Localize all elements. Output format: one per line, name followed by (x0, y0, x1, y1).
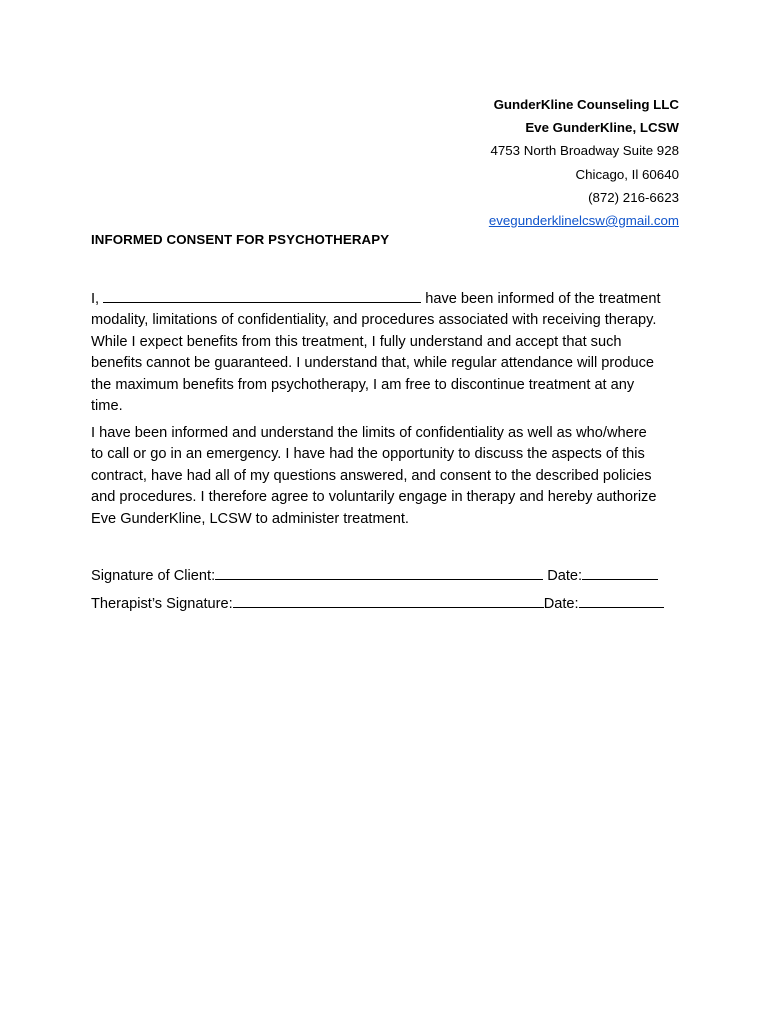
email-link[interactable]: evegunderklinelcsw@gmail.com (488, 213, 679, 229)
client-signature-blank[interactable] (215, 565, 543, 580)
therapist-signature-label: Therapist’s Signature: (91, 596, 233, 612)
paragraph-line: to call or go in an emergency. I have had the opportunity to discuss the aspects of this (91, 446, 645, 463)
paragraph-line: the maximum benefits from psychotherapy, I am free to discontinue treatment at any (91, 376, 635, 393)
therapist-signature-blank[interactable] (233, 593, 544, 608)
practice-name: GunderKline Counseling LLC (493, 97, 679, 112)
therapist-signature-row (91, 593, 664, 612)
paragraph-line: I have been informed and understand the limits of confidentiality as well as who/where (91, 425, 647, 441)
client-signature-row (91, 565, 658, 584)
paragraph-line: modality, limitations of confidentiality, and procedures associated with receiving therapy. (91, 312, 657, 329)
paragraph-line: benefits cannot be guaranteed. I understand that, while regular attendance will produce (91, 355, 655, 372)
address-line-2: Chicago, Il 60640 (575, 166, 679, 182)
consent-paragraph-2 (91, 423, 686, 530)
letterhead (489, 93, 679, 232)
paragraph-line: contract, have had all of my questions answered, and consent to the described policies (91, 467, 652, 484)
client-date-blank[interactable] (582, 565, 658, 580)
address-line-1: 4753 North Broadway Suite 928 (490, 143, 679, 159)
paragraph-line: Eve GunderKline, LCSW to administer treatment. (91, 510, 409, 527)
phone-number: (872) 216-6623 (588, 189, 679, 205)
client-signature-label: Signature of Client: (91, 568, 216, 584)
paragraph-line: time. (91, 398, 123, 415)
paragraph-line: I, have been informed of the treatment (91, 288, 686, 310)
client-name-blank[interactable] (103, 288, 421, 303)
paragraph-line: and procedures. I therefore agree to voluntarily engage in therapy and hereby authorize (91, 489, 657, 506)
paragraph-line: While I expect benefits from this treatment, I fully understand and accept that such (91, 333, 622, 350)
therapist-date-blank[interactable] (579, 593, 664, 608)
therapist-name: Eve GunderKline, LCSW (525, 120, 679, 136)
document-title: INFORMED CONSENT FOR PSYCHOTHERAPY (91, 232, 390, 247)
client-date-label: Date: (547, 568, 583, 584)
consent-paragraph-1 (91, 288, 686, 417)
client-name-prefix: I, (91, 291, 100, 307)
therapist-date-label: Date: (543, 596, 579, 612)
